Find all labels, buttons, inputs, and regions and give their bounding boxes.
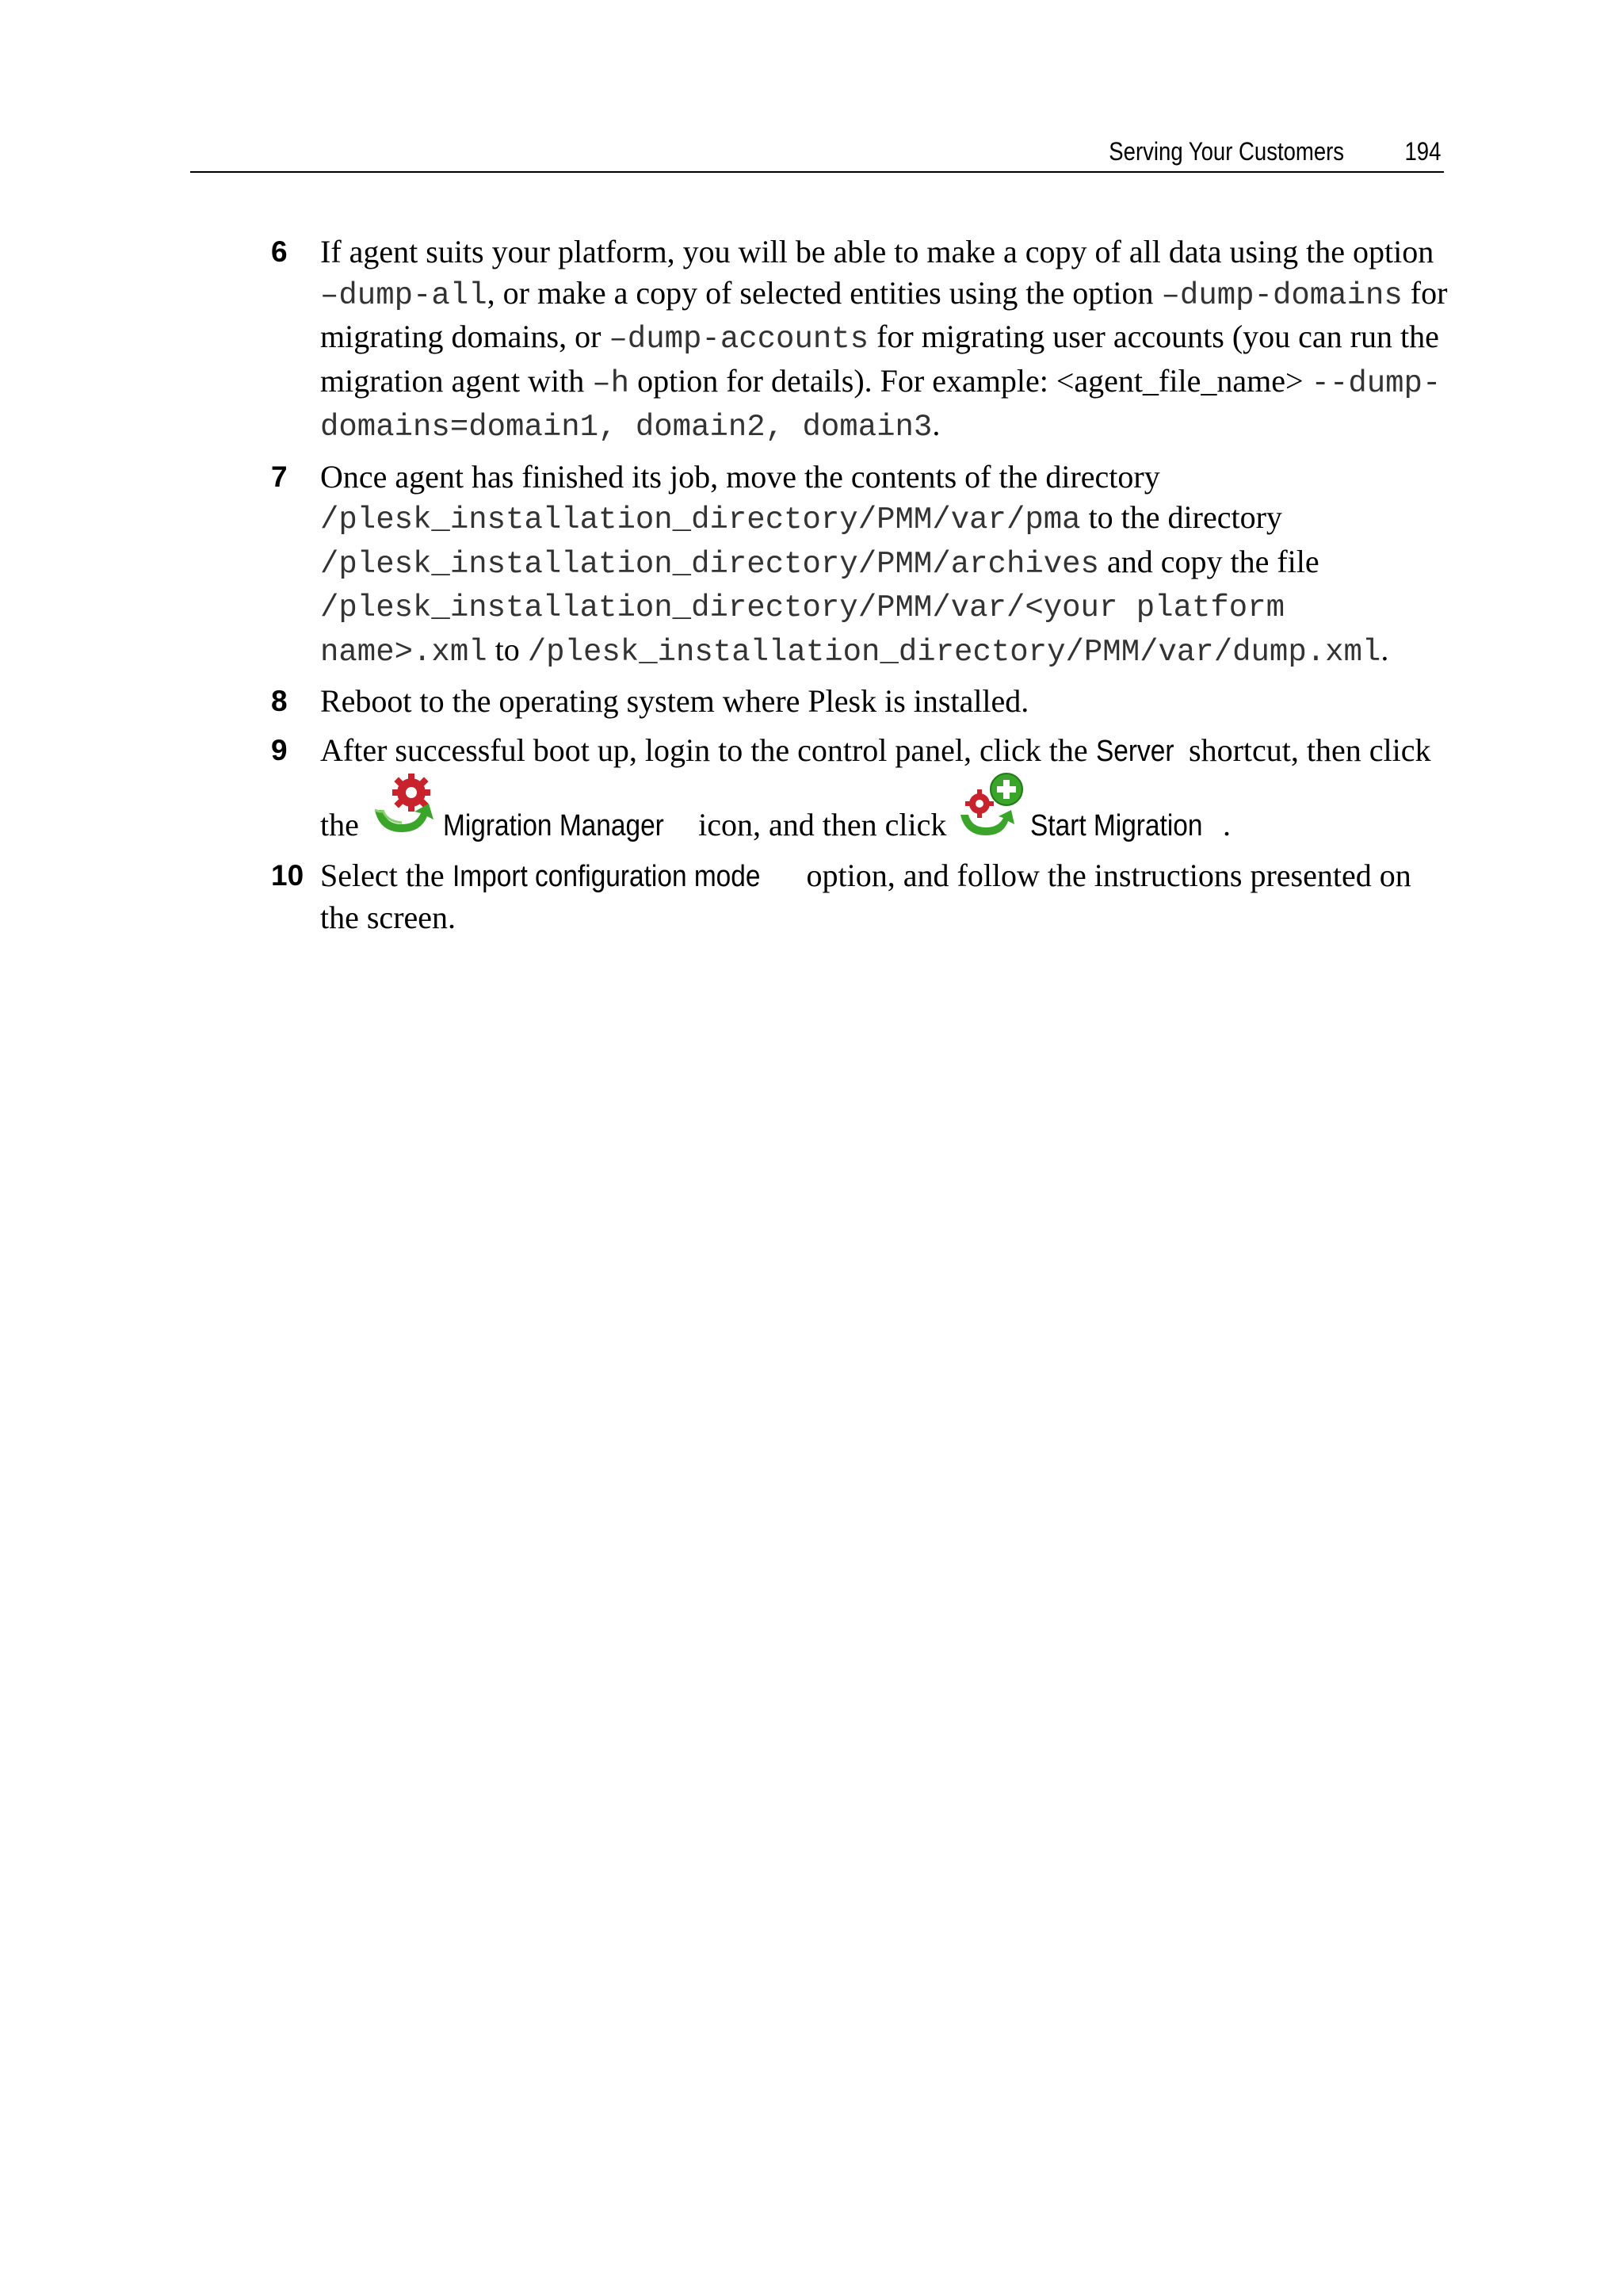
text-run: and copy the file xyxy=(1098,543,1319,579)
step-number: 9 xyxy=(271,733,288,766)
text-run: for migrating user accounts (you can run the migration agent with xyxy=(320,319,1439,399)
step-text xyxy=(320,457,1450,674)
text-run: icon, and then click xyxy=(690,807,955,842)
code-option: –dump-accounts xyxy=(609,322,869,357)
step-text xyxy=(320,855,1450,938)
step-text xyxy=(320,681,1450,722)
section-title: Serving Your Customers xyxy=(1109,137,1344,166)
code-path: /plesk_installation_directory/PMM/var/dump.xml xyxy=(527,634,1381,670)
text-run: If agent suits your platform, you will be able to make a copy of all data using the option xyxy=(320,234,1434,269)
code-path: /plesk_installation_directory/PMM/var/pma xyxy=(320,502,1081,537)
migration-manager-icon xyxy=(370,772,440,840)
ui-label-migration-manager: Migration Manager xyxy=(442,809,664,842)
step-number: 8 xyxy=(271,685,288,717)
text-run: After successful boot up, login to the control panel, click the xyxy=(320,732,1096,768)
text-run: , or make a copy of selected entities using the option xyxy=(487,274,1162,311)
ui-label-start-migration: Start Migration xyxy=(1030,809,1203,842)
code-option: –h xyxy=(592,365,630,401)
running-header xyxy=(190,133,1444,173)
text-run: Once agent has finished its job, move the contents of the directory xyxy=(320,458,1160,495)
start-migration-icon xyxy=(957,772,1027,840)
step-number: 10 xyxy=(271,858,304,892)
step-9 xyxy=(273,730,1450,847)
step-number: 7 xyxy=(271,460,288,493)
text-run: to the directory xyxy=(1080,499,1282,535)
text-run: shortcut, then click the xyxy=(320,732,1431,842)
text-run: Select the xyxy=(320,857,453,893)
text-run: option for details). For example: <agent_file_name> xyxy=(629,362,1312,399)
page-number: 194 xyxy=(1404,137,1441,166)
step-text xyxy=(320,231,1450,449)
ui-label-import-configuration-mode: Import configuration mode xyxy=(452,859,761,893)
step-10 xyxy=(273,855,1450,938)
code-option: –dump-all xyxy=(320,277,487,313)
code-option: –dump-domains xyxy=(1161,277,1403,313)
text-run: for migrating domains, or xyxy=(320,274,1448,354)
code-path: /plesk_installation_directory/PMM/archives xyxy=(320,546,1099,582)
code-path: /plesk_installation_directory/PMM/var/<your platform name>.xml xyxy=(320,590,1285,670)
ui-label-server: Server xyxy=(1095,734,1174,768)
step-number: 6 xyxy=(271,235,288,268)
text-run: . xyxy=(1222,807,1231,842)
step-list xyxy=(273,231,1450,946)
text-run: option, and follow the instructions presented on the screen. xyxy=(320,857,1411,935)
step-7 xyxy=(273,457,1450,674)
text-run: . xyxy=(932,407,941,442)
code-example: --dump-domains=domain1, domain2, domain3 xyxy=(320,365,1442,445)
step-6 xyxy=(273,231,1450,449)
step-text xyxy=(320,730,1450,847)
text-run: . xyxy=(1381,631,1389,667)
text-run: to xyxy=(487,631,528,667)
step-8 xyxy=(273,681,1450,722)
text-run: Reboot to the operating system where Plesk is installed. xyxy=(320,683,1029,719)
